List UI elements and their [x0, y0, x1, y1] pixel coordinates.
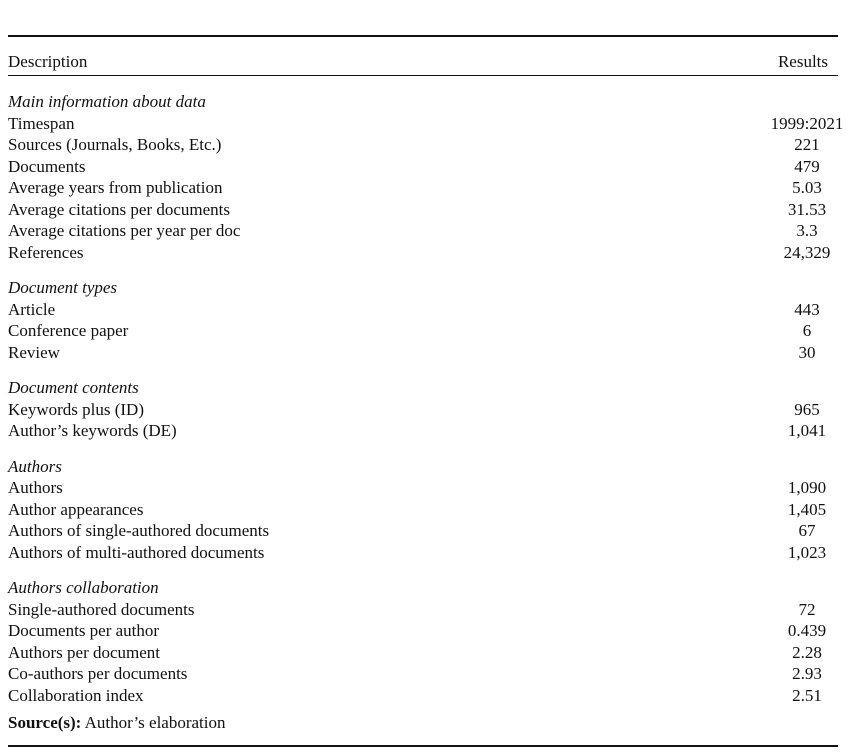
section-title: Document contents	[8, 378, 139, 397]
table-row	[8, 685, 838, 706]
row-value: 5.03	[792, 178, 822, 197]
row-value: 6	[802, 321, 812, 340]
table-row	[8, 177, 838, 198]
source-note	[8, 712, 226, 734]
table-row	[8, 199, 838, 220]
row-label: Timespan	[8, 113, 75, 133]
table-row	[8, 342, 838, 363]
section-title: Authors collaboration	[8, 578, 159, 597]
table-row	[8, 156, 838, 177]
row-label: Documents per author	[8, 621, 160, 640]
row-label: Authors of single-authored documents	[8, 521, 270, 540]
row-value: 1,090	[787, 478, 827, 497]
row-value: 24,329	[783, 242, 831, 262]
row-label: Collaboration index	[8, 685, 144, 705]
table-bottom-rule	[8, 745, 838, 747]
row-value: 2.93	[792, 664, 822, 683]
row-value: 1,023	[787, 542, 827, 562]
header-description: Description	[8, 52, 88, 71]
row-label: Author’s keywords (DE)	[8, 421, 177, 440]
row-value: 72	[798, 599, 816, 619]
row-label: Average years from publication	[8, 178, 223, 197]
row-label: Authors	[8, 478, 63, 497]
section-title-row	[8, 91, 838, 112]
section-title-row	[8, 277, 838, 298]
row-value: 1,041	[787, 421, 827, 440]
row-value: 31.53	[787, 199, 827, 219]
row-label: Single-authored documents	[8, 599, 195, 619]
row-value: 67	[798, 521, 816, 540]
row-value: 479	[794, 156, 820, 176]
table-top-rule	[8, 35, 838, 37]
row-label: Review	[8, 342, 60, 362]
header-results: Results	[777, 52, 828, 71]
row-label: Conference paper	[8, 321, 129, 340]
row-label: Keywords plus (ID)	[8, 399, 144, 419]
row-value: 221	[794, 135, 820, 154]
row-label: Co-authors per documents	[8, 664, 188, 683]
section-title: Document types	[8, 278, 118, 297]
row-label: Documents	[8, 156, 86, 176]
table-header	[8, 51, 838, 73]
section-title-row	[8, 377, 838, 398]
table-row	[8, 134, 838, 155]
row-label: Authors of multi-authored documents	[8, 542, 265, 562]
table-row	[8, 320, 838, 341]
row-label: Sources (Journals, Books, Etc.)	[8, 135, 222, 154]
row-value: 965	[794, 399, 820, 419]
table-row	[8, 542, 838, 563]
table-header-rule	[8, 75, 838, 76]
row-value: 1,405	[787, 499, 827, 519]
table-row	[8, 477, 838, 498]
row-value: 2.51	[792, 685, 822, 705]
section-title-row	[8, 577, 838, 598]
source-text: Author’s elaboration	[81, 713, 226, 732]
table-row	[8, 299, 838, 320]
table-row	[8, 599, 838, 620]
table-row	[8, 399, 838, 420]
section-title: Authors	[8, 456, 62, 476]
row-label: Average citations per year per doc	[8, 221, 241, 240]
row-value: 30	[798, 342, 816, 362]
row-value: 443	[794, 299, 820, 319]
table-row	[8, 620, 838, 641]
row-value: 2.28	[792, 642, 822, 662]
row-label: Article	[8, 299, 56, 319]
row-value: 0.439	[787, 621, 827, 640]
table-row	[8, 642, 838, 663]
source-label: Source(s):	[8, 713, 82, 732]
table-row	[8, 520, 838, 541]
row-label: References	[8, 242, 84, 262]
table-row	[8, 220, 838, 241]
row-value: 1999:2021	[770, 113, 844, 133]
row-value: 3.3	[796, 221, 818, 240]
table-row	[8, 113, 844, 134]
section-title: Main information about data	[8, 92, 206, 111]
row-label: Authors per document	[8, 642, 161, 662]
section-title-row	[8, 456, 838, 477]
row-label: Author appearances	[8, 499, 144, 519]
table-row	[8, 420, 838, 441]
table-row	[8, 242, 838, 263]
row-label: Average citations per documents	[8, 199, 231, 219]
table-row	[8, 663, 838, 684]
table-row	[8, 499, 838, 520]
